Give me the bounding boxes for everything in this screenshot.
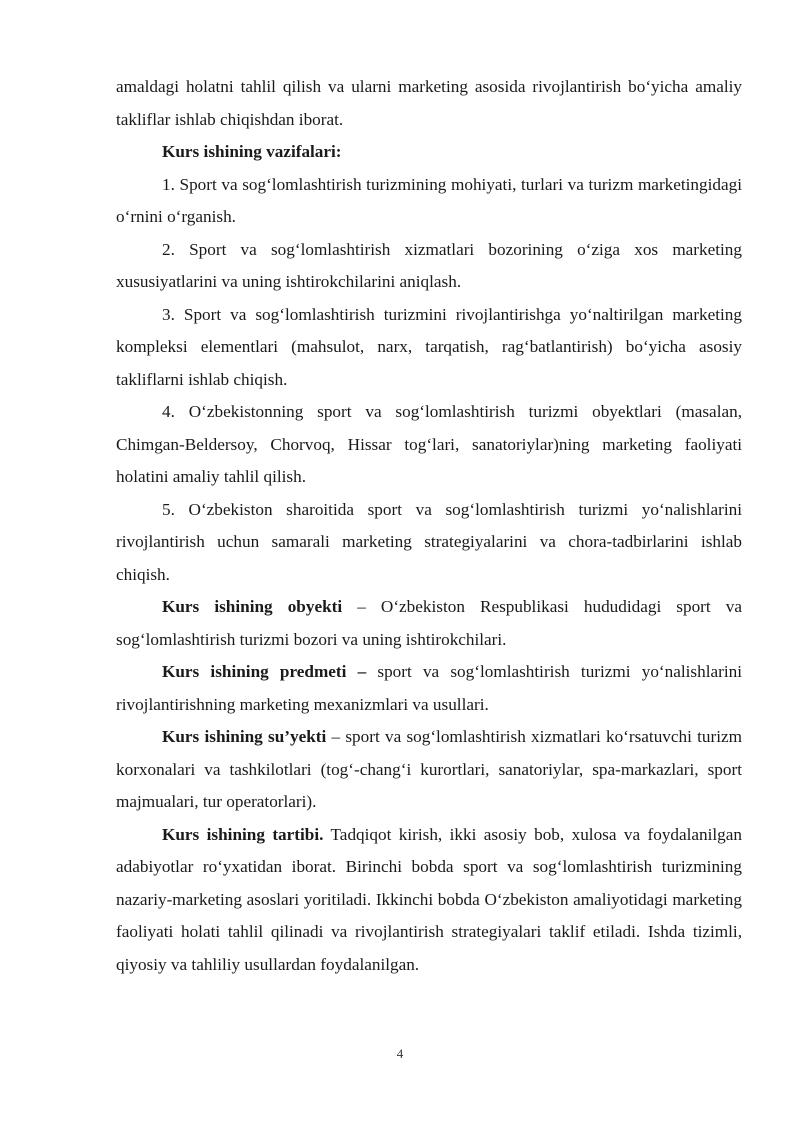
page-number: 4 (396, 1046, 404, 1061)
structure-label: Kurs ishining tartibi. (162, 824, 324, 844)
task-5-paragraph: 5. O‘zbekiston sharoitida sport va sog‘lomlashtirish turizmi yo‘nalishlarini rivojlantirish uchun samarali marketing strategiyalarini va chora-tadbirlarini ishlab chiqish. (116, 499, 742, 584)
object-label: Kurs ishining obyekti (162, 597, 343, 616)
subject-label: Kurs ishining predmeti – (162, 662, 367, 681)
structure-paragraph (116, 819, 742, 982)
subject2-text: – sport va sog‘lomlashtirish xizmatlari ko‘rsatuvchi turizm korxonalari va tashkilotlari (tog‘-chang‘i kurortlari, sanatoriylar, spa-markazlari, sport majmualari, tur operatorlari). (116, 727, 743, 811)
structure-text: Tadqiqot kirish, ikki asosiy bob, xulosa va foydalanilgan adabiyotlar ro‘yxatidan iborat. Birinchi bobda sport va sog‘lomlashtirish turizmining nazariy-marketing asoslari yoritiladi. Ikkinchi bobda O‘zbekiston amaliyotidagi marketing faoliyati holati tahlil qilinadi va rivojlantirish strategiyalari taklif etiladi. Ishda tizimli, qiyosiy va tahliliy usullardan foydalanilgan. (116, 824, 743, 974)
task-4-paragraph: 4. O‘zbekistonning sport va sog‘lomlashtirish turizmi obyektlari (masalan, Chimgan-Beldersoy, Chorvoq, Hissar tog‘lari, sanatoriylar)ning marketing faoliyati holatini amaliy tahlil qilish. (116, 402, 742, 486)
subject-paragraph (116, 656, 742, 721)
subject2-paragraph (116, 721, 742, 819)
object-paragraph (116, 591, 742, 656)
object-text: – O‘zbekiston Respublikasi hududidagi sport va sog‘lomlashtirish turizmi bozori va uning ishtirokchilari. (116, 597, 742, 649)
document-body (116, 71, 742, 981)
task-3-paragraph: 3. Sport va sog‘lomlashtirish turizmini rivojlantirishga yo‘naltirilgan marketing kompleksi elementlari (mahsulot, narx, tarqatish, rag‘batlantirish) bo‘yicha asosiy takliflarni ishlab chiqish. (116, 304, 742, 389)
task-1-paragraph: 1. Sport va sog‘lomlashtirish turizmining mohiyati, turlari va turizm marketingidagi o‘rnini o‘rganish. (116, 174, 742, 226)
task-2-paragraph: 2. Sport va sog‘lomlashtirish xizmatlari bozorining o‘ziga xos marketing xususiyatlarini va uning ishtirokchilarini aniqlash. (116, 239, 742, 291)
subject2-label: Kurs ishining su’yekti (162, 727, 327, 746)
tasks-heading: Kurs ishining vazifalari: (162, 142, 342, 161)
intro-continuation-paragraph: amaldagi holatni tahlil qilish va ularni marketing asosida rivojlantirish bo‘yicha amaliy takliflar ishlab chiqishdan iborat. (116, 77, 742, 129)
subject-text: sport va sog‘lomlashtirish turizmi yo‘nalishlarini rivojlantirishning marketing mexanizmlari va usullari. (116, 662, 742, 714)
